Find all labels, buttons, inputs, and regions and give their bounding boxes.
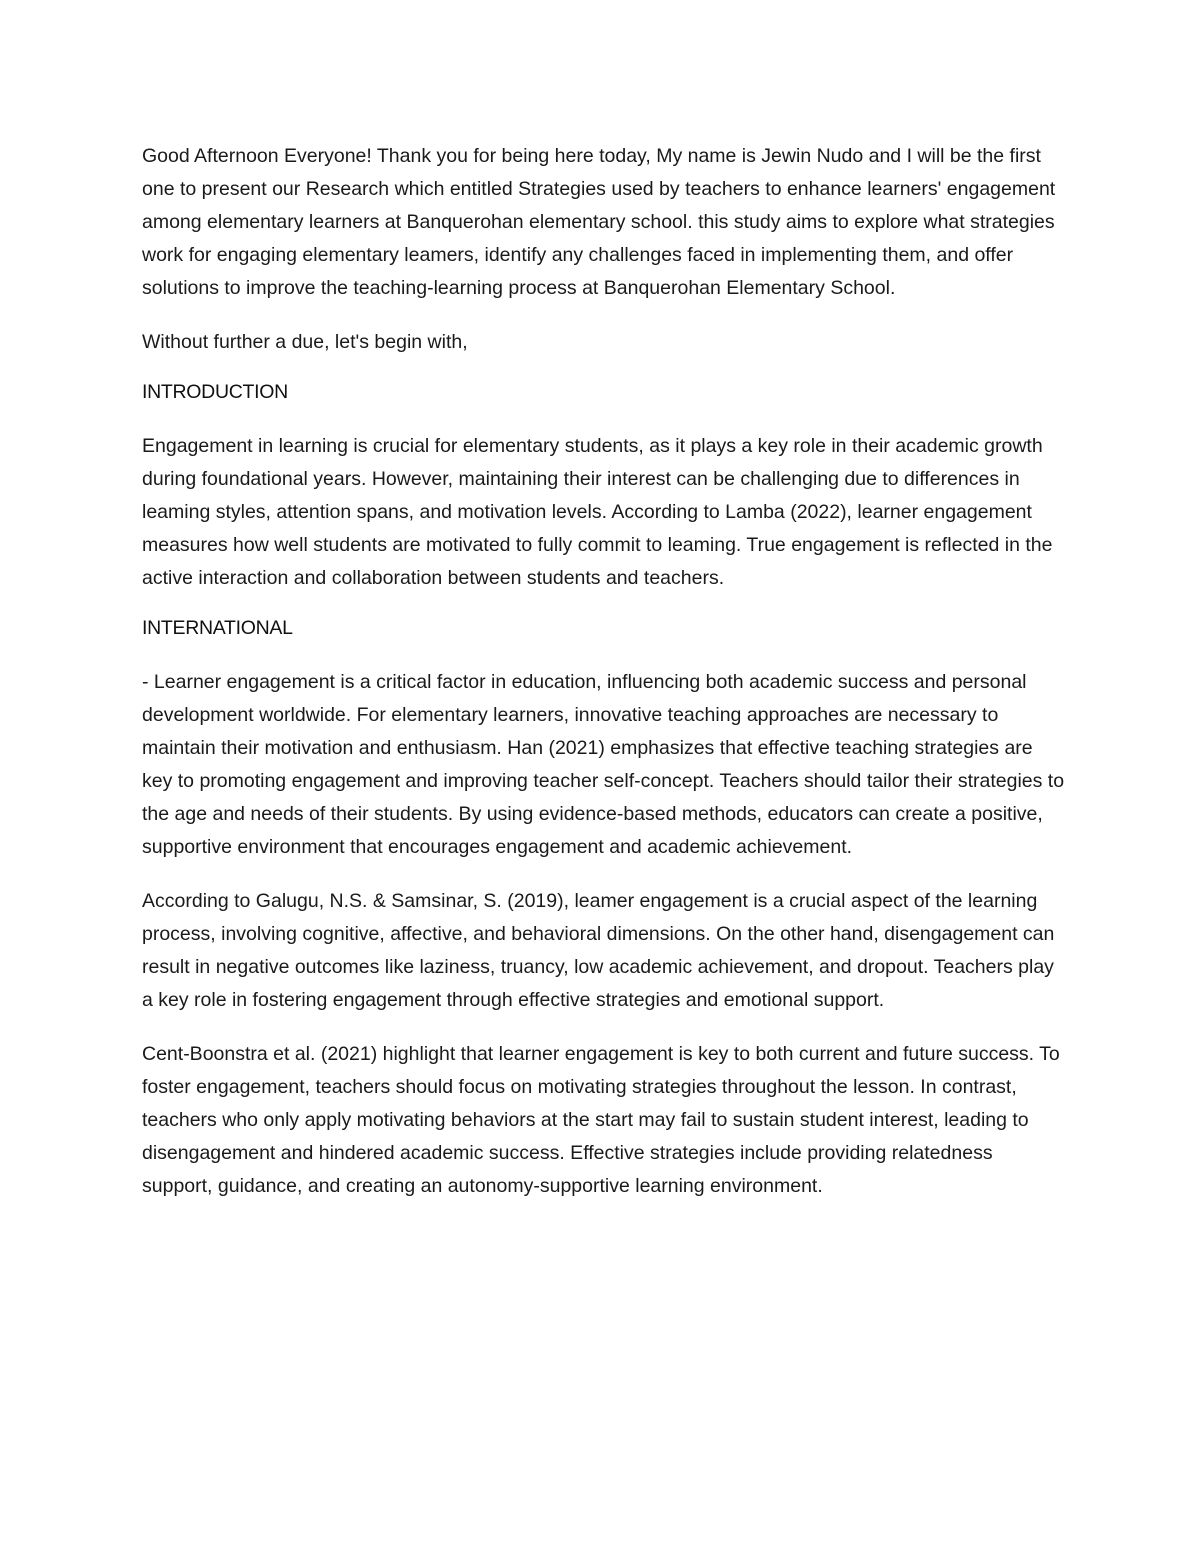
introduction-heading: INTRODUCTION [142,381,288,403]
international-heading: INTERNATIONAL [142,617,293,639]
document-body [142,140,1067,1224]
transition-paragraph: Without further a due, let's begin with, [142,331,468,353]
international-paragraph-2: According to Galugu, N.S. & Samsinar, S. (2019), leamer engagement is a crucial aspect of the learning process, involving cognitive, affective, and behavioral dimensions. On the other hand, disengagement can result in negative outcomes like laziness, truancy, low academic achievement, and dropout. Teachers play a key role in fostering engagement through effective strategies and emotional support. [142,890,1055,1011]
international-paragraph-3: Cent-Boonstra et al. (2021) highlight that learner engagement is key to both current and future success. To foster engagement, teachers should focus on motivating strategies throughout the lesson. In contrast, teachers who only apply motivating behaviors at the start may fail to sustain student interest, leading to disengagement and hindered academic success. Effective strategies include providing relatedness support, guidance, and creating an autonomy-supportive learning environment. [142,1043,1060,1197]
international-paragraph-1: - Learner engagement is a critical factor in education, influencing both academic success and personal development worldwide. For elementary learners, innovative teaching approaches are necessary to maintain their motivation and enthusiasm. Han (2021) emphasizes that effective teaching strategies are key to promoting engagement and improving teacher self-concept. Teachers should tailor their strategies to the age and needs of their students. By using evidence-based methods, educators can create a positive, supportive environment that encourages engagement and academic achievement. [142,671,1065,858]
opening-paragraph: Good Afternoon Everyone! Thank you for being here today, My name is Jewin Nudo and I will be the first one to present our Research which entitled Strategies used by teachers to enhance learners' engagement among elementary learners at Banquerohan elementary school. this study aims to explore what strategies work for engaging elementary leamers, identify any challenges faced in implementing them, and offer solutions to improve the teaching-learning process at Banquerohan Elementary School. [142,145,1056,299]
introduction-paragraph: Engagement in learning is crucial for elementary students, as it plays a key role in their academic growth during foundational years. However, maintaining their interest can be challenging due to differences in leaming styles, attention spans, and motivation levels. According to Lamba (2022), learner engagement measures how well students are motivated to fully commit to leaming. True engagement is reflected in the active interaction and collaboration between students and teachers. [142,435,1053,589]
